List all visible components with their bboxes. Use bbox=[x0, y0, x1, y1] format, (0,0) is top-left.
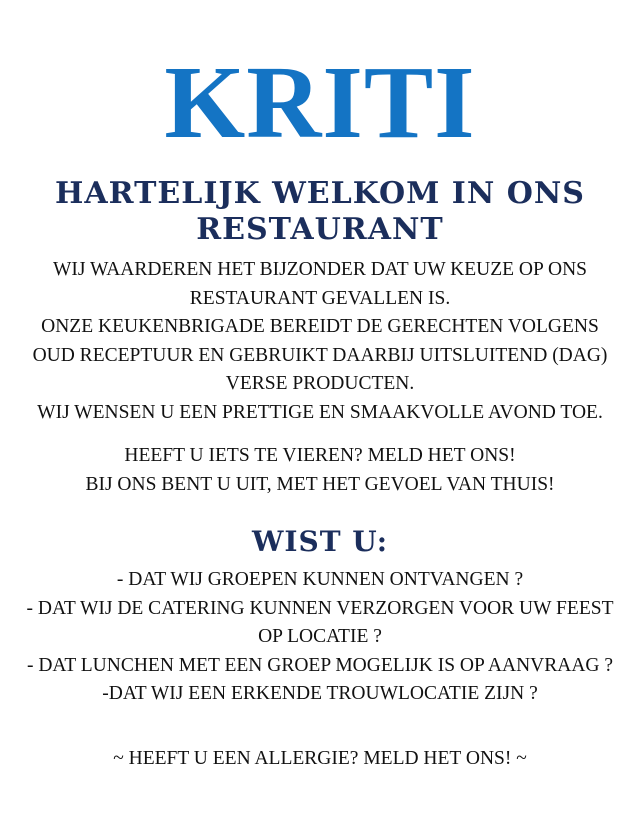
wist-u-item: - DAT WIJ DE CATERING KUNNEN VERZORGEN VOOR UW FEEST OP LOCATIE ? bbox=[26, 597, 614, 647]
welcome-heading: HARTELIJK WELKOM IN ONS RESTAURANT bbox=[55, 176, 585, 247]
wist-u-item: - DAT WIJ GROEPEN KUNNEN ONTVANGEN ? bbox=[116, 569, 524, 590]
celebrate-text bbox=[20, 442, 620, 499]
allergy-text: ~ HEEFT U EEN ALLERGIE? MELD HET ONS! ~ bbox=[113, 748, 527, 769]
allergy-notice bbox=[20, 745, 620, 774]
celebrate-line: HEEFT U IETS TE VIEREN? MELD HET ONS! bbox=[124, 445, 516, 466]
intro-line: WIJ WENSEN U EEN PRETTIGE EN SMAAKVOLLE AVOND TOE. bbox=[37, 401, 603, 423]
intro-line: WIJ WAARDEREN HET BIJZONDER DAT UW KEUZE OP ONS RESTAURANT GEVALLEN IS. bbox=[52, 259, 588, 309]
wist-u-item: - DAT LUNCHEN MET EEN GROEP MOGELIJK IS OP AANVRAAG ? bbox=[26, 654, 614, 676]
intro-text bbox=[20, 256, 620, 427]
celebrate-line: BIJ ONS BENT U UIT, MET HET GEVOEL VAN THUIS! bbox=[85, 473, 555, 495]
wist-u-heading: WIST U: bbox=[251, 525, 389, 558]
intro-line: ONZE KEUKENBRIGADE BEREIDT DE GERECHTEN VOLGENS OUD RECEPTUUR EN GEBRUIKT DAARBIJ UITSLUITEND (DAG) VERSE PRODUCTEN. bbox=[32, 316, 608, 394]
restaurant-logo: KRITI bbox=[164, 45, 476, 160]
wist-u-item: -DAT WIJ EEN ERKENDE TROUWLOCATIE ZIJN ? bbox=[102, 683, 538, 704]
wist-u-list bbox=[14, 566, 626, 709]
